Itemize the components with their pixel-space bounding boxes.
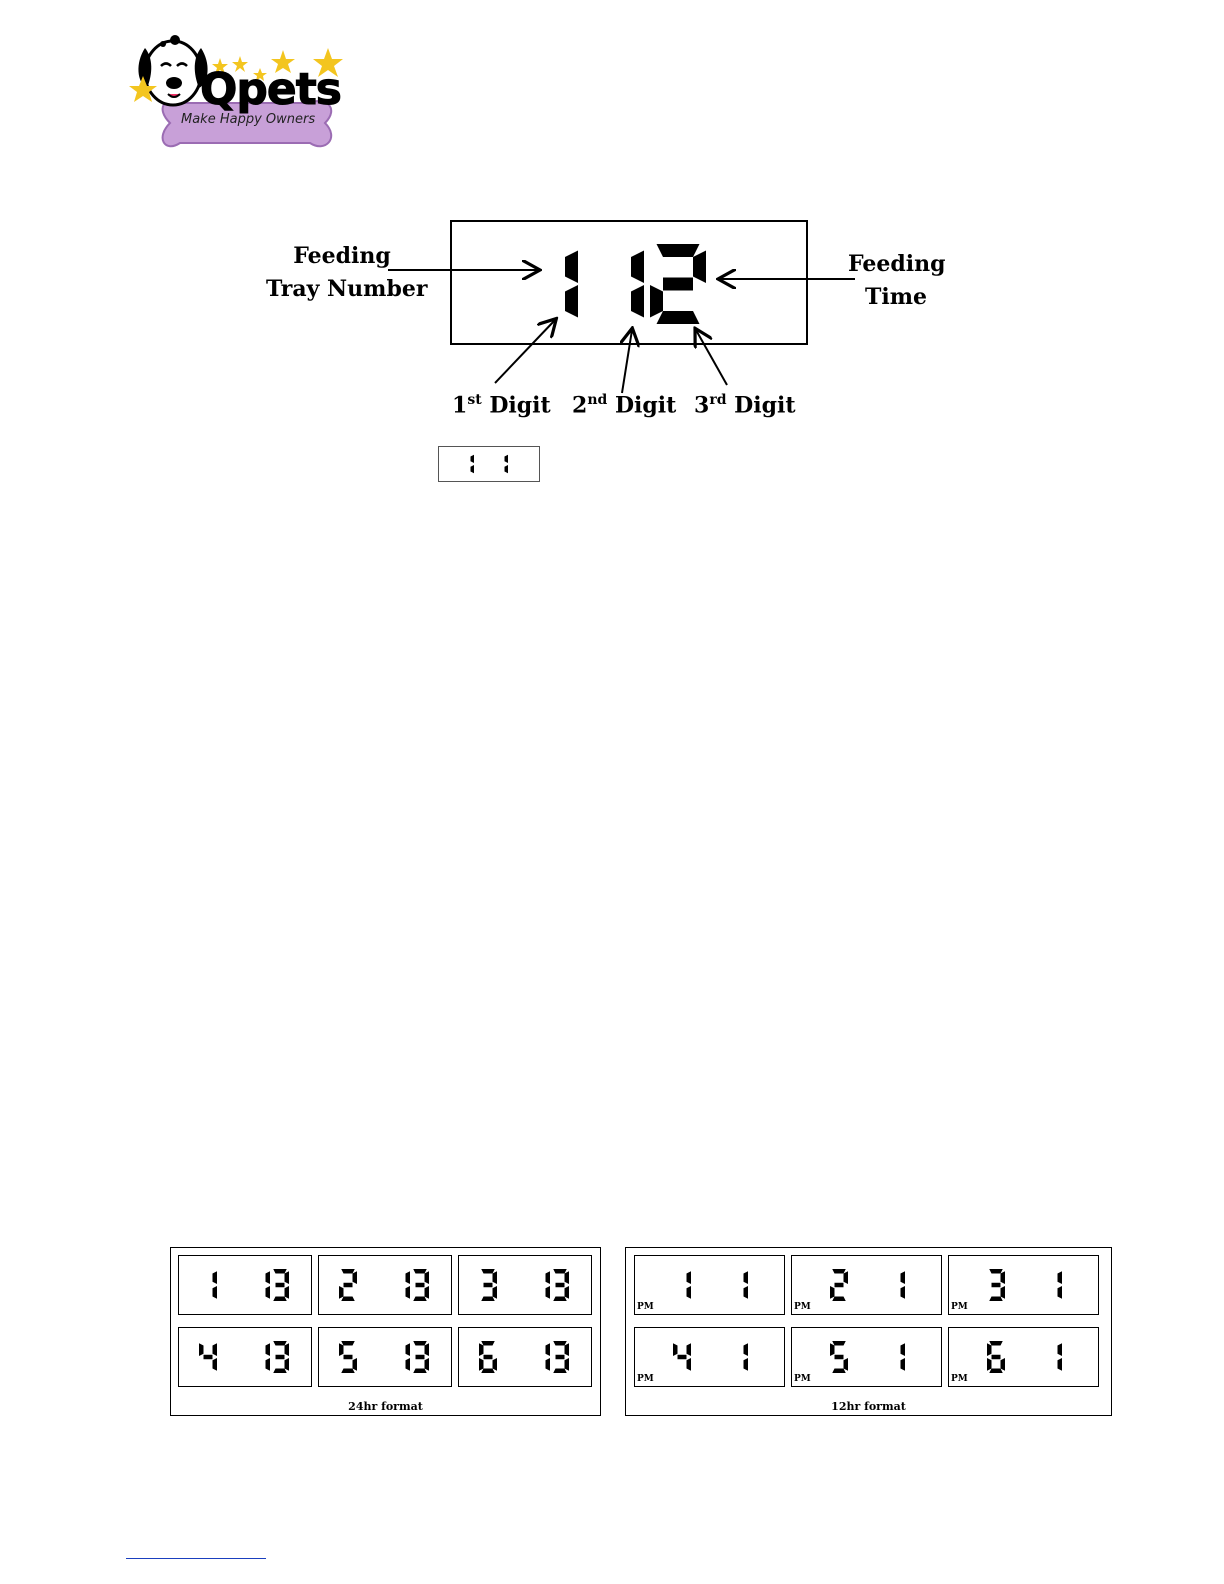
segment-c — [687, 1358, 692, 1371]
segment-c — [901, 1358, 906, 1371]
segment-d — [341, 1297, 355, 1302]
time-digit-1 — [546, 1343, 551, 1371]
format-12-caption: 12hr format — [831, 1400, 906, 1413]
segment-d — [413, 1297, 427, 1302]
time-digit-1 — [901, 1343, 906, 1371]
segment-d — [832, 1369, 846, 1374]
segment-b — [844, 1271, 849, 1284]
tray-digit — [987, 1341, 1005, 1373]
segment-c — [844, 1358, 849, 1371]
time-label-line1: Feeding — [848, 251, 946, 277]
time-digit-1 — [1058, 1271, 1063, 1299]
segment-d — [481, 1369, 495, 1374]
segment-b — [266, 1343, 271, 1356]
segment-c — [285, 1358, 290, 1371]
tray-digit — [989, 1269, 1005, 1301]
segment-g — [276, 1283, 285, 1288]
time-label-line2: Time — [865, 284, 928, 310]
format-24-cell-digits — [459, 1328, 591, 1386]
segment-d — [553, 1297, 567, 1302]
time-digit-2 — [273, 1341, 289, 1373]
time-digit-2 — [273, 1269, 289, 1301]
period-label: PM — [637, 1374, 654, 1384]
segment-b — [213, 1271, 218, 1284]
tray-digit — [199, 1343, 217, 1371]
segment-d — [989, 1297, 1003, 1302]
format-12-cell — [948, 1327, 1099, 1387]
digit3-num: 3 — [694, 392, 710, 419]
digit2-num: 2 — [572, 392, 588, 419]
segment-g — [678, 1355, 687, 1360]
segment-c — [1001, 1358, 1006, 1371]
segment-g — [484, 1283, 493, 1288]
tray-digit — [339, 1341, 357, 1373]
segment-a — [413, 1341, 427, 1346]
segment-c — [406, 1358, 411, 1371]
segment-b — [565, 1271, 570, 1284]
digit2-word: Digit — [614, 392, 677, 419]
segment-d — [832, 1297, 846, 1302]
segment-d — [273, 1369, 287, 1374]
segment-b — [406, 1271, 411, 1284]
segment-a — [989, 1269, 1003, 1274]
format-12-cell-digits — [949, 1256, 1098, 1314]
segment-c — [493, 1358, 498, 1371]
segment-b — [1058, 1271, 1063, 1284]
segment-b — [425, 1271, 430, 1284]
time-digit-2 — [553, 1341, 569, 1373]
segment-c — [285, 1286, 290, 1299]
segment-f — [339, 1343, 344, 1356]
time-digit-2 — [413, 1341, 429, 1373]
digit3-sup: rd — [709, 392, 727, 408]
time-digit-1 — [406, 1343, 411, 1371]
segment-c — [744, 1286, 749, 1299]
segment-c — [353, 1358, 358, 1371]
segment-g — [556, 1283, 565, 1288]
digit3-arrow — [696, 330, 727, 385]
segment-f — [673, 1343, 678, 1356]
segment-f — [830, 1343, 835, 1356]
format-12-cell — [634, 1327, 785, 1387]
segment-d — [413, 1369, 427, 1374]
period-label: PM — [794, 1374, 811, 1384]
segment-b — [687, 1343, 692, 1356]
digit1-sup: st — [467, 392, 482, 408]
segment-c — [565, 1286, 570, 1299]
format-12-cell — [791, 1327, 942, 1387]
segment-b — [266, 1271, 271, 1284]
format-12-cell-digits — [635, 1256, 784, 1314]
format-24-cell-digits — [179, 1256, 311, 1314]
tray-label-line1: Feeding — [293, 243, 391, 269]
format-24-cell — [318, 1255, 452, 1315]
period-label: PM — [794, 1302, 811, 1312]
time-digit-1 — [266, 1271, 271, 1299]
segment-e — [987, 1358, 992, 1371]
segment-b — [546, 1343, 551, 1356]
format-12-cell-digits — [635, 1328, 784, 1386]
segment-e — [830, 1286, 835, 1299]
segment-a — [273, 1341, 287, 1346]
segment-g — [344, 1283, 353, 1288]
segment-b — [285, 1271, 290, 1284]
time-digit-1 — [406, 1271, 411, 1299]
segment-f — [987, 1343, 992, 1356]
segment-a — [413, 1269, 427, 1274]
segment-b — [213, 1343, 218, 1356]
format-24-cell-digits — [459, 1256, 591, 1314]
format-24-cell — [458, 1255, 592, 1315]
segment-g — [484, 1355, 493, 1360]
time-digit-1 — [1058, 1343, 1063, 1371]
segment-g — [416, 1283, 425, 1288]
segment-a — [481, 1341, 495, 1346]
digit1-arrow — [495, 320, 555, 383]
format-24-cell-digits — [319, 1328, 451, 1386]
segment-c — [687, 1286, 692, 1299]
segment-g — [204, 1355, 213, 1360]
small-lcd-digits — [438, 446, 540, 482]
segment-b — [505, 455, 509, 463]
time-digit-1 — [744, 1271, 749, 1299]
segment-f — [199, 1343, 204, 1356]
segment-g — [992, 1283, 1001, 1288]
digit2-label — [572, 392, 676, 418]
segment-a — [553, 1269, 567, 1274]
segment-b — [901, 1271, 906, 1284]
segment-d — [481, 1297, 495, 1302]
segment-f — [479, 1343, 484, 1356]
digit2-sup: nd — [587, 392, 608, 408]
digit3-label — [694, 392, 796, 418]
segment-c — [546, 1286, 551, 1299]
segment-c — [213, 1358, 218, 1371]
format-24-cell — [178, 1255, 312, 1315]
segment-b — [1001, 1271, 1006, 1284]
segment-d — [341, 1369, 355, 1374]
pointer-arrows — [0, 0, 1224, 500]
segment-g — [556, 1355, 565, 1360]
segment-c — [406, 1286, 411, 1299]
segment-b — [565, 1343, 570, 1356]
tray-digit — [830, 1269, 848, 1301]
format-12-cell-digits — [792, 1328, 941, 1386]
digit2-arrow — [622, 330, 632, 393]
segment-a — [832, 1269, 846, 1274]
time-digit-1 — [546, 1271, 551, 1299]
segment-a — [481, 1269, 495, 1274]
period-label: PM — [951, 1302, 968, 1312]
segment-c — [425, 1286, 430, 1299]
segment-g — [835, 1283, 844, 1288]
segment-g — [416, 1355, 425, 1360]
segment-c — [546, 1358, 551, 1371]
segment-b — [687, 1271, 692, 1284]
segment-b — [546, 1271, 551, 1284]
segment-a — [341, 1341, 355, 1346]
segment-c — [493, 1286, 498, 1299]
digit3-word: Digit — [734, 392, 796, 419]
segment-d — [273, 1297, 287, 1302]
small-digit-2 — [505, 455, 509, 474]
segment-b — [901, 1343, 906, 1356]
format-12-cell — [948, 1255, 1099, 1315]
segment-b — [406, 1343, 411, 1356]
tray-digit — [479, 1341, 497, 1373]
segment-c — [901, 1286, 906, 1299]
segment-b — [353, 1271, 358, 1284]
segment-b — [425, 1343, 430, 1356]
segment-c — [1001, 1286, 1006, 1299]
tray-digit — [339, 1269, 357, 1301]
time-digit-2 — [413, 1269, 429, 1301]
segment-b — [744, 1343, 749, 1356]
segment-c — [1058, 1286, 1063, 1299]
segment-c — [1058, 1358, 1063, 1371]
period-label: PM — [951, 1374, 968, 1384]
segment-d — [989, 1369, 1003, 1374]
tray-digit — [481, 1269, 497, 1301]
segment-c — [505, 465, 509, 473]
time-digit-1 — [744, 1343, 749, 1371]
format-12-cell-digits — [949, 1328, 1098, 1386]
digit1-num: 1 — [452, 392, 468, 419]
logo-tagline: Make Happy Owners — [181, 112, 316, 127]
segment-c — [425, 1358, 430, 1371]
segment-d — [553, 1369, 567, 1374]
segment-c — [266, 1358, 271, 1371]
segment-g — [344, 1355, 353, 1360]
format-24-cell-digits — [319, 1256, 451, 1314]
segment-a — [553, 1341, 567, 1346]
segment-c — [213, 1286, 218, 1299]
format-12-cell-digits — [792, 1256, 941, 1314]
segment-g — [992, 1355, 1001, 1360]
segment-a — [341, 1269, 355, 1274]
segment-c — [744, 1358, 749, 1371]
segment-e — [479, 1358, 484, 1371]
format-24-cell — [318, 1327, 452, 1387]
segment-b — [493, 1271, 498, 1284]
format-24-cell-digits — [179, 1328, 311, 1386]
segment-a — [832, 1341, 846, 1346]
tray-digit — [673, 1343, 691, 1371]
tray-digit — [687, 1271, 692, 1299]
footer-link-underline[interactable] — [126, 1558, 266, 1559]
segment-c — [471, 465, 475, 473]
segment-c — [565, 1358, 570, 1371]
segment-e — [339, 1286, 344, 1299]
format-24-cell — [178, 1327, 312, 1387]
format-12-cell — [791, 1255, 942, 1315]
tray-digit — [830, 1341, 848, 1373]
logo-brand-text: Qpets — [200, 64, 341, 115]
segment-g — [835, 1355, 844, 1360]
segment-g — [276, 1355, 285, 1360]
segment-b — [1058, 1343, 1063, 1356]
segment-b — [471, 455, 475, 463]
format-12-cell — [634, 1255, 785, 1315]
segment-c — [266, 1286, 271, 1299]
format-24-cell — [458, 1327, 592, 1387]
tray-label-line2: Tray Number — [266, 276, 428, 302]
small-digit-1 — [471, 455, 475, 474]
segment-a — [989, 1341, 1003, 1346]
segment-b — [285, 1343, 290, 1356]
time-digit-2 — [553, 1269, 569, 1301]
period-label: PM — [637, 1302, 654, 1312]
time-digit-1 — [266, 1343, 271, 1371]
format-24-caption: 24hr format — [348, 1400, 423, 1413]
tray-digit — [213, 1271, 218, 1299]
segment-a — [273, 1269, 287, 1274]
segment-b — [744, 1271, 749, 1284]
digit1-label — [452, 392, 551, 418]
time-digit-1 — [901, 1271, 906, 1299]
digit1-word: Digit — [489, 392, 551, 419]
